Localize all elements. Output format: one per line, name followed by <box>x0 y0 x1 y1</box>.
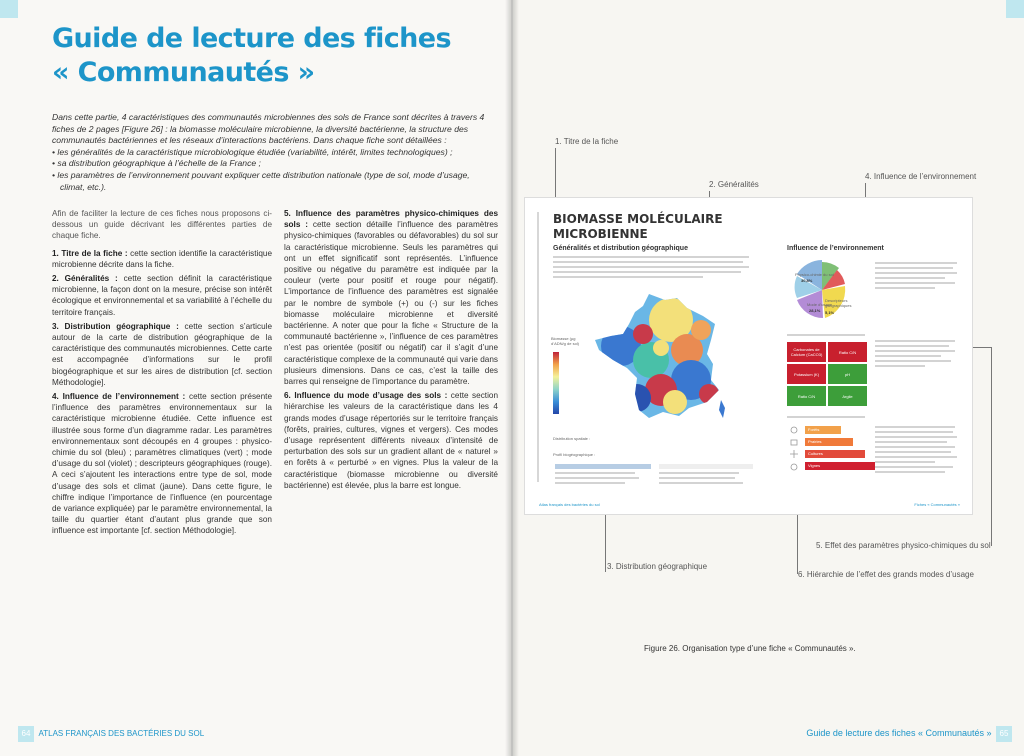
sheet-title-line: BIOMASSE MOLÉCULAIRE <box>553 212 723 226</box>
tile-positive: Ratio C/N <box>787 386 826 406</box>
profile-header-bar <box>555 464 651 469</box>
intro-text: Dans cette partie, 4 caractéristiques des communautés microbiennes des sols de France sont décrites à travers 4 fiches de 2 pages [Figure 26] : la biomasse moléculaire microbienne, la diversité bactérienne, la structure des communautés bactériennes et les réseaux d’interactions bactériens. Dans chaque fiche sont détaillées : <box>52 112 485 146</box>
intro-bullet: • les paramètres de l’environnement pouvant expliquer cette distribution nationale (type de sol, mode d’usage, climat, etc.). <box>60 170 492 193</box>
item-body: cette section identifie la caractéristique microbienne décrite dans la fiche. <box>52 248 273 269</box>
callout-line <box>991 347 992 546</box>
guide-item-1 <box>52 248 272 270</box>
item-head: 2. Généralités : <box>52 274 118 284</box>
running-title: Guide de lecture des fiches « Communautés » <box>806 728 992 739</box>
lead-paragraph: Afin de faciliter la lecture de ces fiches nous proposons ci-dessous un guide décrivant les différentes parties de chaque fiche. <box>52 209 272 241</box>
legend-color-scale <box>553 352 559 414</box>
sheet-footer-right: Fiches « Communautés » <box>914 502 960 507</box>
legend-label: Biomasse (µg d’ADN/g de sol) <box>551 336 580 346</box>
callout-general: 2. Généralités <box>709 180 759 189</box>
page-number: 64 <box>18 726 34 742</box>
profile-header-bar <box>659 464 753 469</box>
usage-icons <box>789 426 801 472</box>
tile-positive: pH <box>828 364 867 384</box>
usage-bar-crops: Cultures <box>805 450 865 458</box>
tile-negative: Carbonates de Calcium (CaCO3) <box>787 342 826 362</box>
guide-item-6 <box>284 390 498 491</box>
title-line-1: Guide de lecture des fiches <box>52 23 451 54</box>
tile-negative: Potassium (K) <box>787 364 826 384</box>
page-tab-marker <box>0 0 18 18</box>
page-title <box>52 22 451 90</box>
guide-item-2 <box>52 273 272 318</box>
profile-label: Profil biogéographique : <box>553 452 596 457</box>
radar-geo-value: 5,1% <box>825 310 835 315</box>
guide-list-continued <box>284 208 498 491</box>
france-map <box>591 290 731 426</box>
usage-bar-grasslands: Prairies <box>805 438 853 446</box>
tile-negative: Ratio C/N <box>828 342 867 362</box>
distribution-label: Distribution spatiale : <box>553 436 591 441</box>
callout-title: 1. Titre de la fiche <box>555 137 619 146</box>
title-line-2: « Communautés » <box>52 57 315 88</box>
radar-sol-label: Physico-chimie du sol <box>795 272 834 277</box>
usage-bar-forests: Forêts <box>805 426 841 434</box>
guide-item-5 <box>284 208 498 387</box>
intro-bullet: • les généralités de la caractéristique microbiologique étudiée (variabilité, intérêt, limites technologiques) ; <box>60 147 492 159</box>
item-body: cette section hiérarchise les valeurs de la caractéristique dans les 4 grands modes d’usage répertoriés sur le territoire français (forêts, prairies, cultures, vignes et vergers). Ces modes d’usage représentent différents niveaux d’intensité de perturbation des sols sur un gradient allant de « naturel » en forêts à « perturbé » en vignes. Plus la valeur de la caractéristique (biomasse microbienne ou diversité bactérienne) est élevée, plus la barre est longue. <box>284 391 498 490</box>
sheet-heading-general: Généralités et distribution géographique <box>553 245 688 252</box>
item-body: cette section définit la caractéristique microbienne, la façon dont on la mesure, précise son intérêt écologique et environnemental et sa variabilité à l’échelle du territoire français. <box>52 274 272 317</box>
item-head: 5. Influence des paramètres physico-chimiques des sols : <box>284 209 498 230</box>
radar-diagram <box>787 260 857 320</box>
usage-bar-vineyards: Vignes <box>805 462 875 470</box>
guide-list <box>52 248 272 537</box>
usage-caption-line <box>787 416 867 420</box>
radar-usage-value: 28,1% <box>809 308 821 313</box>
page-tab-marker <box>1006 0 1024 18</box>
radar-usage-label: Mode d’usage <box>807 302 833 307</box>
left-page <box>0 0 511 756</box>
item-head: 1. Titre de la fiche : <box>52 248 128 258</box>
callout-environment: 4. Influence de l’environnement <box>865 172 977 181</box>
corsica-shape <box>719 400 725 418</box>
item-body: cette section s’articule autour de la carte de distribution géographique de la caractéristique des communautés microbiennes. Cette carte est accompagnée d’informations sur le profil biogéographique et sur les aires de distribution [cf. section Méthodologie]. <box>52 321 272 387</box>
item-body: cette section détaille l’influence des paramètres physico-chimiques (favorables ou défavorables) du sol sur la caractéristique microbienne. Seuls les paramètres qui ont un effet significatif sont représentés. L’influence positive ou négative du paramètre est indiquée par la couleur (verte pour positif et rouge pour négatif). L’importance de l’influence des paramètres est signalée par le nombre de symbole (+) ou (-) sur les fiches biomasse moléculaire microbienne et diversité bactérienne. A noter que pour la fiche « Structure de la communauté bactérienne », l’influence de ces paramètres n’est pas orientée (positif ou négatif) car il s’agit d’une caractéristique complexe de la communauté qui varie dans plusieurs dimensions. Dans ce cas, c’est la taille des barres qui renseigne de l’importance du paramètre. <box>284 220 498 387</box>
figure-caption: Figure 26. Organisation type d’une fiche « Communautés ». <box>644 644 856 653</box>
left-footer <box>18 726 204 742</box>
profile-text-lines <box>555 472 755 492</box>
intro-bullet: • sa distribution géographique à l’échelle de la France ; <box>60 158 492 170</box>
page-number: 65 <box>996 726 1012 742</box>
callout-physico-chimie: 5. Effet des paramètres physico-chimiques du sol <box>816 541 991 550</box>
tiles-text-lines <box>875 340 959 380</box>
text-column-2 <box>284 208 498 494</box>
right-page <box>513 0 1024 756</box>
sheet-title-line: MICROBIENNE <box>553 227 648 241</box>
tiles-caption-line <box>787 334 867 338</box>
guide-item-4 <box>52 391 272 537</box>
intro-paragraph <box>52 112 492 193</box>
sheet-heading-environment: Influence de l’environnement <box>787 245 884 252</box>
sample-sheet-thumbnail <box>525 198 972 514</box>
sheet-text-lines <box>553 256 753 286</box>
sheet-title <box>553 212 723 242</box>
running-title: ATLAS FRANÇAIS DES BACTÉRIES DU SOL <box>38 729 205 739</box>
intro-bullets <box>52 147 492 193</box>
sheet-footer-left: Atlas français des bactéries du sol <box>539 502 600 507</box>
radar-geo-label: Descripteurs géographiques <box>825 298 852 308</box>
radar-sol-value: 30,8% <box>801 278 813 283</box>
environment-text-lines <box>875 262 959 298</box>
item-head: 6. Influence du mode d’usage des sols : <box>284 391 448 401</box>
callout-usage: 6. Hiérarchie de l’effet des grands modes d’usage <box>798 570 974 579</box>
guide-item-3 <box>52 321 272 388</box>
callout-distribution: 3. Distribution géographique <box>607 562 708 571</box>
item-head: 3. Distribution géographique : <box>52 321 179 331</box>
sheet-rule <box>537 212 539 482</box>
text-column-1 <box>52 208 272 540</box>
right-footer <box>806 726 1012 742</box>
book-gutter <box>505 0 519 756</box>
item-head: 4. Influence de l’environnement : <box>52 392 186 402</box>
tile-positive: Argile <box>828 386 867 406</box>
usage-text-lines <box>875 426 959 482</box>
item-body: cette section présente l’influence des paramètres environnementaux sur la caractéristique microbienne étudiée. Cette influence est illustrée sous forme d’un diagramme radar. Les paramètres environnementaux sont découpés en 4 groupes : physico-chimie du sol (bleu) ; paramètres climatiques (vert) ; mode d’usage du sol (violet) ; descripteurs géographiques (rouge). A ceci s’ajoutent les interactions entre type de sol, mode d’usage des sols et climat (jaune). Dans cette figure, le chiffre indique l’importance de l’influence (en pourcentage de variance expliquée) par le paramètre environnemental, la taille du quartier étant d’autant plus grande que son influence est importante [cf. section Méthodologie]. <box>52 392 272 536</box>
